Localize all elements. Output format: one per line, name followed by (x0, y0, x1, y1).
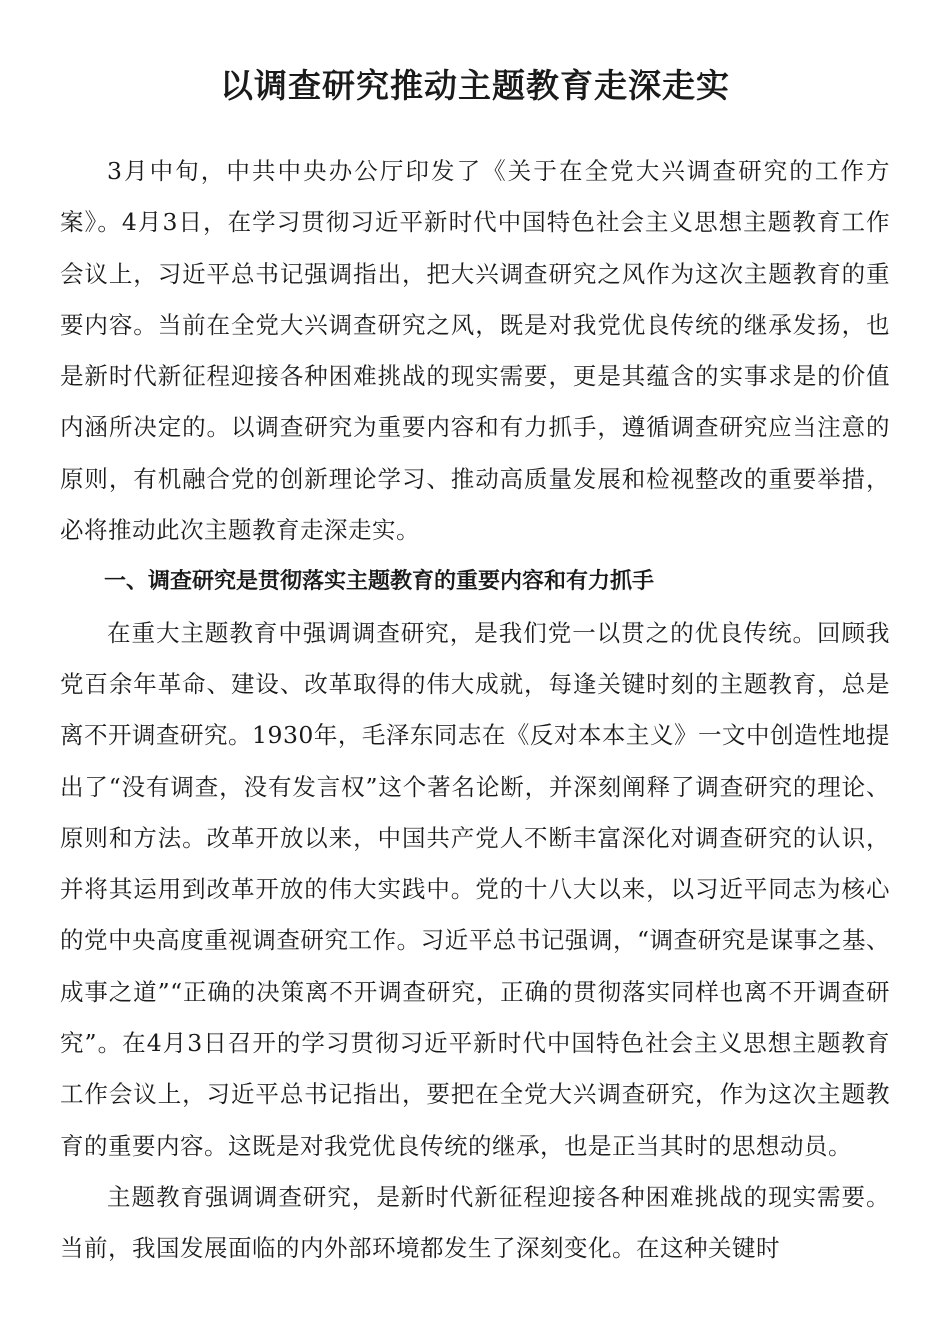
paragraph-section-1-b: 主题教育强调调查研究，是新时代新征程迎接各种困难挑战的现实需要。当前，我国发展面临的内外部环境都发生了深刻变化。在这种关键时 (60, 1182, 890, 1263)
document-title: 以调查研究推动主题教育走深走实 (220, 66, 730, 105)
paragraph-section-1-a: 在重大主题教育中强调调查研究，是我们党一以贯之的优良传统。回顾我党百余年革命、建设、改革取得的伟大成就，每逢关键时刻的主题教育，总是离不开调查研究。1930年，毛泽东同志在《反对本本主义》一文中创造性地提出了“没有调查，没有发言权”这个著名论断，并深刻阐释了调查研究的理论、原则和方法。改革开放以来，中国共产党人不断丰富深化对调查研究的认识，并将其运用到改革开放的伟大实践中。党的十八大以来，以习近平同志为核心的党中央高度重视调查研究工作。习近平总书记强调，“调查研究是谋事之基、成事之道”“正确的决策离不开调查研究，正确的贯彻落实同样也离不开调查研究”。在4月3日召开的学习贯彻习近平新时代中国特色社会主义思想主题教育工作会议上，习近平总书记指出，要把在全党大兴调查研究，作为这次主题教育的重要内容。这既是对我党优良传统的继承，也是正当其时的思想动员。 (60, 618, 890, 1160)
paragraph-intro: 3月中旬，中共中央办公厅印发了《关于在全党大兴调查研究的工作方案》。4月3日，在学习贯彻习近平新时代中国特色社会主义思想主题教育工作会议上，习近平总书记强调指出，把大兴调查研究之风作为这次主题教育的重要内容。当前在全党大兴调查研究之风，既是对我党优良传统的继承发扬，也是新时代新征程迎接各种困难挑战的现实需要，更是其蕴含的实事求是的价值内涵所决定的。以调查研究为重要内容和有力抓手，遵循调查研究应当注意的原则，有机融合党的创新理论学习、推动高质量发展和检视整改的重要举措，必将推动此次主题教育走深走实。 (60, 157, 890, 545)
document-page (60, 58, 890, 1275)
section-heading-1: 一、调查研究是贯彻落实主题教育的重要内容和有力抓手 (104, 569, 655, 595)
